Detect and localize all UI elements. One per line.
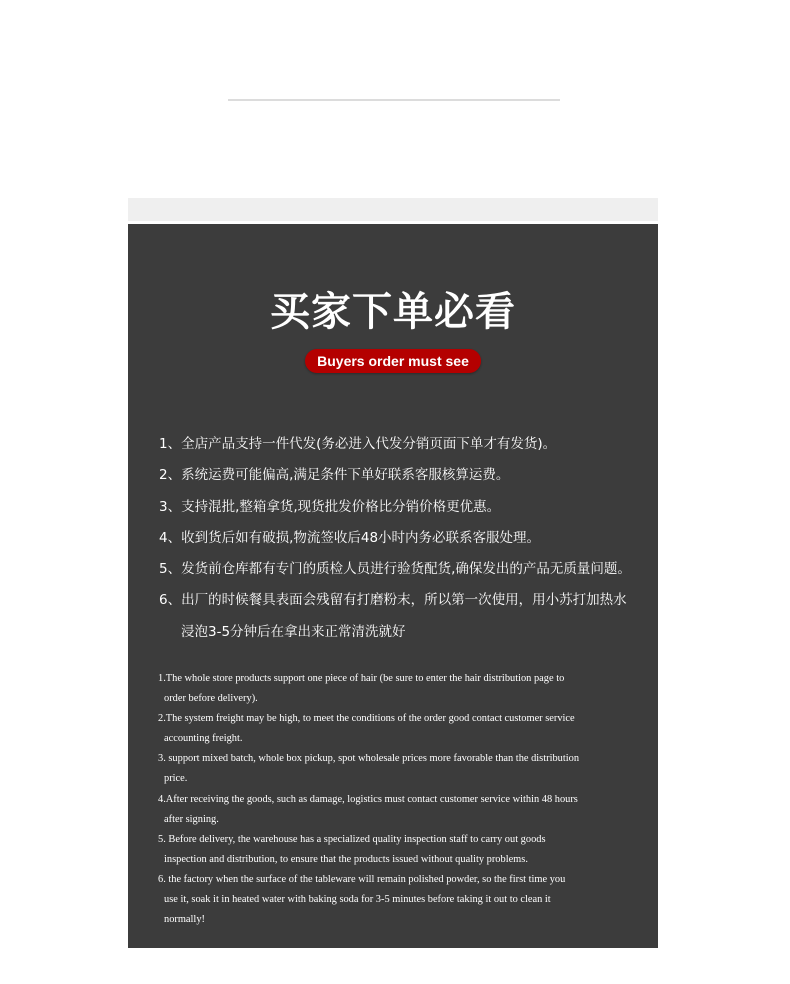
cn-note-text: 5、发货前仓库都有专门的质检人员进行验货配货,确保发出的产品无质量问题。 [159,561,631,578]
cn-note-text: 2、系统运费可能偏高,满足条件下单好联系客服核算运费。 [159,467,510,484]
subtitle-badge: Buyers order must see [305,349,481,373]
en-note-line: order before delivery). [164,693,258,705]
cn-note-continuation: 浸泡3-5分钟后在拿出来正常清洗就好 [181,623,406,640]
en-note-item [158,749,628,789]
en-note-line: 1.The whole store products support one piece of hair (be sure to enter the hair distribution page to [158,673,565,684]
en-note-line: inspection and distribution, to ensure that the products issued without quality problems. [164,853,528,865]
cn-note-text: 1、全店产品支持一件代发(务必进入代发分销页面下单才有发货)。 [159,436,557,452]
en-note-line: 2.The system freight may be high, to meet the conditions of the order good contact customer service [158,713,575,725]
english-notes-list [158,669,628,930]
en-note-line: 4.After receiving the goods, such as damage, logistics must contact customer service within 48 hours [158,793,578,805]
chinese-notes-list [159,429,639,648]
cn-note-item [159,585,639,648]
en-note-line: 3. support mixed batch, whole box pickup, spot wholesale prices more favorable than the distribution [158,753,580,765]
en-note-item [158,790,628,830]
en-note-item [158,870,628,930]
cn-note-item [159,460,639,491]
en-note-line: 6. the factory when the surface of the tableware will remain polished powder, so the first time you [158,873,566,885]
en-note-line: normally! [164,914,205,926]
cn-note-text: 4、收到货后如有破损,物流签收后48小时内务必联系客服处理。 [159,529,541,546]
top-divider [228,99,560,101]
cn-note-item [159,523,639,554]
page-title: 买家下单必看 [270,289,516,335]
en-note-item [158,669,628,709]
gray-band [128,198,658,221]
en-note-item [158,830,628,870]
en-note-item [158,709,628,749]
notice-panel [128,224,658,948]
en-note-line: price. [164,773,188,785]
en-note-line: accounting freight. [164,733,243,745]
en-note-line: 5. Before delivery, the warehouse has a specialized quality inspection staff to carry out goods [158,833,546,845]
cn-note-item [159,492,639,523]
en-note-line: use it, soak it in heated water with baking soda for 3-5 minutes before taking it out to clean it [164,894,551,906]
cn-note-item [159,554,639,585]
cn-note-text: 3、支持混批,整箱拿货,现货批发价格比分销价格更优惠。 [159,498,501,515]
cn-note-text: 6、出厂的时候餐具表面会残留有打磨粉末，所以第一次使用，用小苏打加热水 [159,592,627,609]
en-note-line: after signing. [164,813,219,825]
cn-note-item [159,429,639,460]
